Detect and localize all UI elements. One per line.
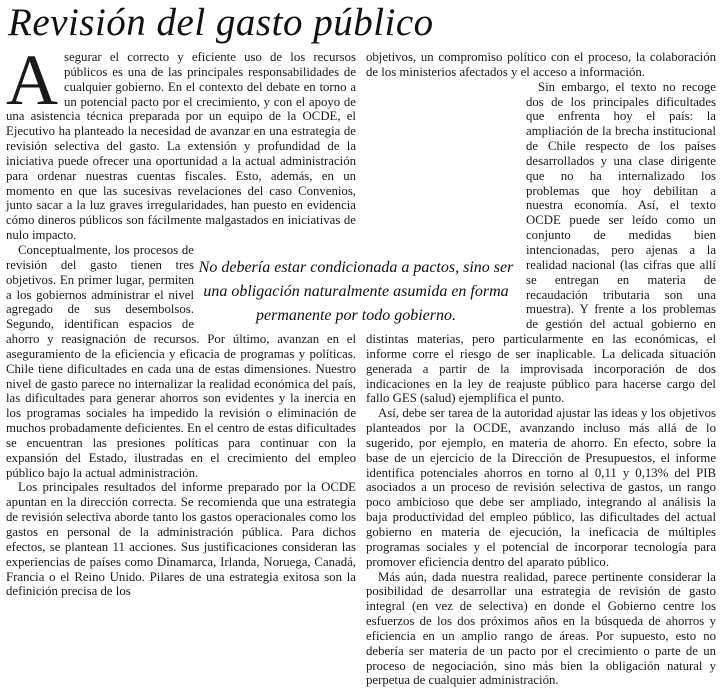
article-column-right [366, 50, 716, 688]
drop-cap: A [6, 40, 58, 120]
pull-quote: No debería estar condicionada a pactos, sino ser una obligación naturalmente asumida en forma permanente por todo gobierno. [196, 256, 516, 328]
paragraph: Los principales resultados del informe preparado por la OCDE apuntan en la dirección correcta. Se recomienda que una estrategia de revisión selectiva aborde tanto los gastos operacionales como los gastos en personal de la administración pública. Para dichos efectos, se plantean 11 acciones. Sus justificaciones consideran las experiencias de países como Dinamarca, Irlanda, Noruega, Canadá, Francia o el Reino Unido. Pilares de una estrategia exitosa son la definición precisa de los [6, 480, 356, 599]
paragraph [6, 40, 356, 243]
paragraph-text: segurar el correcto y eficiente uso de los recursos públicos es una de las principales responsabilidades de cualquier gobierno. En el contexto del debate en torno a un potencial pacto por el crecimiento, y con el apoyo de una asistencia técnica preparada por un equipo de la OCDE, el Ejecutivo ha planteado la necesidad de avanzar en una estrategia de revisión selectiva del gasto. La extensión y profundidad de la iniciativa puede ofrecer una oportunidad a la actual administración para ordenar nuestras cuentas fiscales. Esto, además, en un momento en que las sucesivas revelaciones del caso Convenios, junto sacar a la luz graves irregularidades, han puesto en evidencia cómo dineros públicos son fácilmente malgastados en iniciativas de nulo impacto. [6, 50, 356, 243]
paragraph [366, 80, 716, 407]
paragraph: objetivos, un compromiso político con el proceso, la colaboración de los ministerios afectados y el acceso a información. [366, 50, 716, 79]
paragraph-text: Así, debe ser tarea de la autoridad ajustar las ideas y los objetivos planteados por la OCDE, avanzando incluso más allá de lo sugerido, por ejemplo, en materia de ahorro. En efecto, sobre la base de un ejercicio de la Dirección de Presupuestos, el informe identifica potenciales ahorros en torno al 0,11 y 0,13% del PIB asociados a un proceso de revisión selectiva de gastos, un rango poco ambicioso que debe ser ampliado, integrando al análisis la baja productividad del empleo público, las dificultades del actual gobierno en materia de ejecución, la ineficacia de múltiples programas sociales y el potencial de incorporar tecnología para promover eficiencia dentro del aparato público. [366, 406, 716, 569]
paragraph-text: Sin embargo, el texto no recoge dos de los principales dificultades que enfrenta hoy el país: la ampliación de la brecha institucional de Chile respecto de los países desarrollados y una clase dirigente que no ha internalizado los problemas que hoy debilitan a nuestra economía. Así, el texto OCDE puede ser leído como un conjunto de medidas bien intencionadas, pero ajenas a la realidad nacional (las cifras que allí se entregan en materia de recaudación tributaria son una muestra). Y frente a los problemas de gestión del actual gobierno en distintas materias, pero particularmente en las económicas, el informe corre el riesgo de ser inaplicable. La delicada situación generada a partir de la improvisada incorporación de dos indicaciones en la ley de reajuste público para hacerse cargo del fallo GES (salud) ejemplifica el punto. [366, 79, 716, 406]
paragraph [366, 406, 716, 569]
paragraph: Más aún, dada nuestra realidad, parece pertinente considerar la posibilidad de desarrollar una estrategia de revisión de gasto integral (en vez de selectiva) en donde el Gobierno centre los esfuerzos de los dos próximos años en la búsqueda de ahorros y eficiencia en un amplio rango de áreas. Por supuesto, esto no debería ser materia de un pacto por el crecimiento o parte de un proceso de negociación, sino más bien la obligación natural y perpetua de cualquier administración. [366, 569, 716, 688]
article-title: Revisión del gasto público [8, 1, 434, 44]
paragraph-text: Conceptualmente, los procesos de revisión del gasto tienen tres objetivos. En primer lugar, permiten a los gobiernos administrar el nivel agregado de sus desembolsos. Segundo, identifican espacios de ahorro y reasignación de recursos. Por último, avanzan en el aseguramiento de la eficiencia y eficacia de programas y políticas. Chile tiene dificultades en cada una de estas dimensiones. Nuestro nivel de gasto parece no internalizar la realidad económica del país, las dificultades para generar ahorros son evidentes y la inercia en los programas sociales ha impedido la revisión o eliminación de muchos probadamente deficientes. En el centro de estas dificultades se encuentran las presiones políticas para continuar con la expansión del Estado, ilustradas en el crecimiento del empleo público bajo la actual administración. [6, 242, 356, 480]
